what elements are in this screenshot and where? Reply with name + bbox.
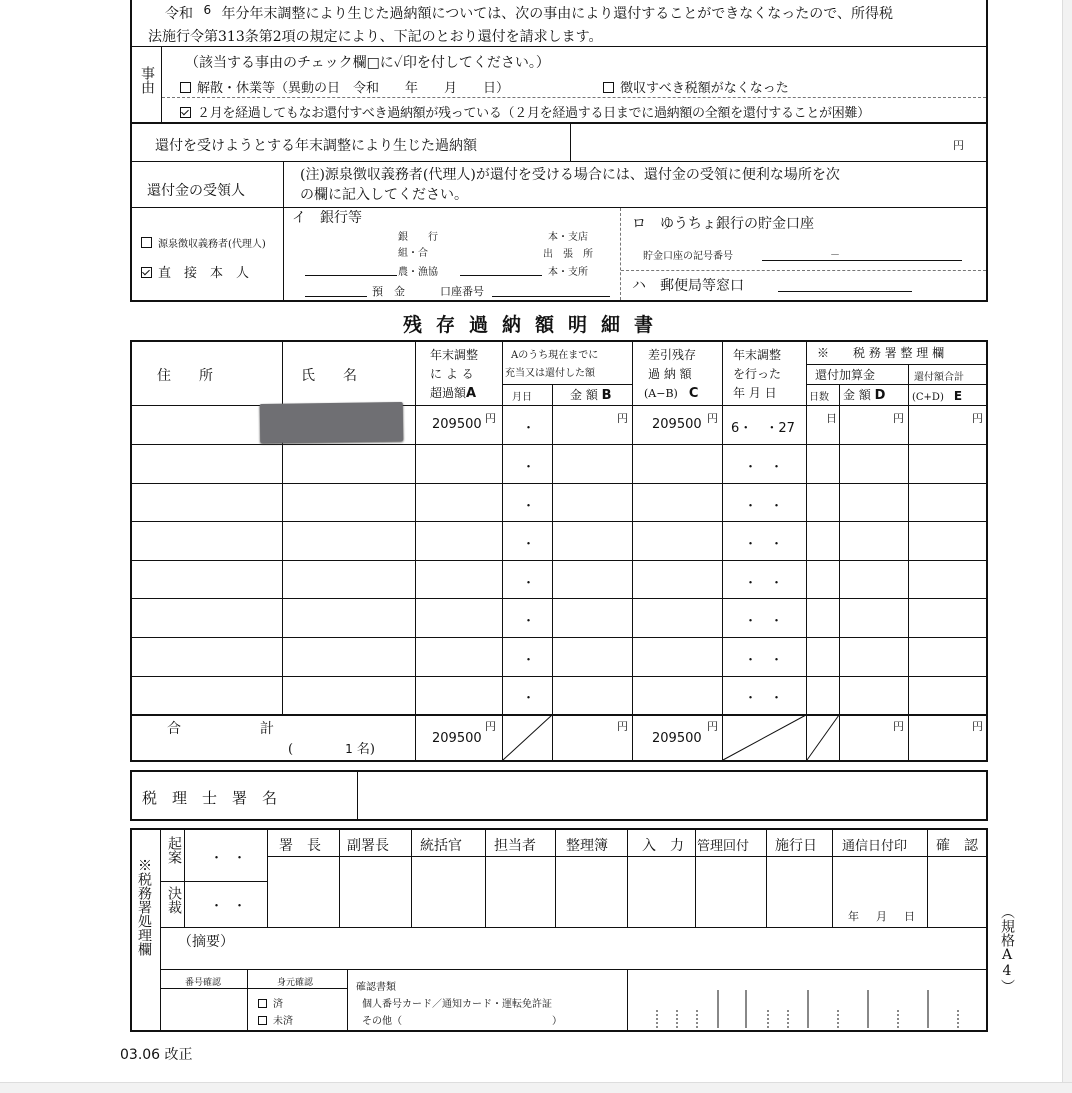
bank-word: 銀 行: [398, 232, 438, 243]
refund-amount-label: 還付を受けようとする年末調整により生じた過納額: [155, 138, 477, 154]
reason-option-dissolution[interactable]: 解散・休業等（異動の日 令和 年 月 日）: [180, 77, 509, 96]
total-b-yen: 円: [617, 720, 628, 733]
header-d: 金 額 D: [843, 388, 886, 403]
yucho-code-sep: －: [830, 250, 840, 261]
row1-d-yen: 円: [893, 412, 904, 425]
header-address: 住 所: [157, 368, 213, 384]
bank-nokyo: 農・漁協: [398, 267, 438, 278]
kian-date: ・・: [210, 851, 257, 866]
post-title: ハ 郵便局等窓口: [632, 278, 744, 294]
row1-e-yen: 円: [972, 412, 983, 425]
stamp-head-tanto: 担当者: [494, 838, 536, 854]
reiwa-year: 6: [203, 3, 212, 17]
header-name: 氏 名: [301, 368, 357, 384]
header-nentyo-line1: 年末調整: [733, 348, 782, 362]
header-month-day: 月日: [512, 392, 532, 403]
bank-deposit-label: 預 金: [372, 285, 405, 298]
row5-date-dot: ・: [522, 576, 536, 591]
page-bottom-edge: [0, 1082, 1072, 1093]
header-nentyo-line3: 年 月 日: [733, 386, 777, 400]
header-office: ※ 税 務 署 整 理 欄: [817, 346, 945, 360]
tsushin-date-label: 年 月 日: [848, 910, 918, 923]
number-check-label: 番号確認: [185, 978, 222, 988]
kessai-date: ・・: [210, 899, 257, 914]
recipient-note-line2: の欄に記入してください。: [300, 187, 468, 203]
recipient-label: 還付金の受領人: [147, 183, 245, 199]
bank-shutcho: 出 張 所: [543, 249, 593, 260]
total-label-left: 合: [167, 721, 181, 737]
kian-label: 起案: [166, 836, 182, 864]
stamp-head-kakunin: 確 認: [936, 838, 978, 854]
reason-instruction: （該当する事由のチェック欄□に✓印を付してください。）: [185, 55, 550, 71]
identity-done[interactable]: 済: [258, 995, 283, 1010]
row6-nentyo-dots: ・ ・: [744, 614, 784, 629]
detail-title: 残存過納額明細書: [403, 314, 668, 336]
total-a: 209500: [432, 731, 482, 746]
bank-honsho: 本・支所: [548, 267, 588, 278]
header-nentyo-line2: を行った: [733, 367, 782, 381]
scrollbar-track[interactable]: [1062, 0, 1072, 1092]
total-e-yen: 円: [972, 720, 983, 733]
yucho-title: ロ ゆうちょ銀行の貯金口座: [632, 216, 814, 232]
stamp-head-tokatsu: 統括官: [420, 838, 462, 854]
tax-accountant-label: 税 理 士 署 名: [142, 789, 278, 807]
row7-date-dot: ・: [522, 653, 536, 668]
row1-date-dot: ・: [522, 421, 536, 436]
documents-label: 確認書類: [356, 982, 396, 993]
header-b: 金 額 B: [570, 388, 612, 403]
total-c: 209500: [652, 731, 702, 746]
header-a-line1: 年末調整: [430, 348, 479, 362]
bank-title: イ 銀行等: [292, 210, 362, 226]
row4-nentyo-dots: ・ ・: [744, 537, 784, 552]
header-days: 日数: [809, 392, 829, 403]
bank-kumiai: 組・合: [398, 248, 428, 259]
row3-nentyo-dots: ・ ・: [744, 499, 784, 514]
row8-date-dot: ・: [522, 691, 536, 706]
stamp-head-seiribo: 整理簿: [566, 838, 608, 854]
reason-option-two-months[interactable]: ２月を経過してもなお還付すべき過納額が残っている（２月を経過する日までに過納額の全額を還付することが困難）: [180, 102, 870, 121]
summary-label: （摘要）: [178, 934, 234, 950]
row1-days-unit: 日: [826, 412, 837, 425]
recipient-option-self[interactable]: 直 接 本 人: [141, 262, 249, 281]
reason-option-no-tax[interactable]: 徴収すべき税額がなくなった: [603, 77, 789, 96]
total-label-right: 計: [260, 721, 274, 737]
header-c-line2: 過 納 額: [648, 367, 692, 381]
yucho-code-label: 貯金口座の記号番号: [643, 251, 733, 262]
header-c-line1: 差引残存: [648, 348, 697, 362]
row8-nentyo-dots: ・ ・: [744, 691, 784, 706]
row1-a: 209500: [432, 417, 482, 432]
identity-not-done[interactable]: 未済: [258, 1012, 293, 1027]
office-use-side-label: ※税務署処理欄: [136, 858, 152, 956]
refund-amount-unit: 円: [953, 139, 964, 152]
header-a-line3: 超過額A: [430, 386, 477, 401]
header-refund-add: 還付加算金: [815, 368, 876, 382]
stamp-head-sho: 署 長: [279, 838, 321, 854]
stamp-head-nyuryoku: 入 力: [642, 838, 684, 854]
row1-c: 209500: [652, 417, 702, 432]
revision-note: 03.06 改正: [120, 1047, 193, 1063]
bank-account-label: 口座番号: [440, 285, 484, 298]
total-c-yen: 円: [707, 720, 718, 733]
row4-date-dot: ・: [522, 537, 536, 552]
size-note: （規格A4）: [999, 905, 1015, 993]
row1-c-yen: 円: [707, 412, 718, 425]
identity-check-label: 身元確認: [277, 978, 314, 988]
row1-date: 6・ ・27: [731, 421, 795, 436]
request-intro-line1: 令和 6 年分年末調整により生じた過納額については、次の事由により還付することができなくなったので、所得税: [165, 3, 893, 22]
header-a-line2: に よ る: [430, 367, 474, 381]
total-a-yen: 円: [485, 720, 496, 733]
row1-b-yen: 円: [617, 412, 628, 425]
recipient-option-agent[interactable]: 源泉徴収義務者(代理人): [141, 235, 266, 250]
row2-nentyo-dots: ・ ・: [744, 460, 784, 475]
row3-date-dot: ・: [522, 499, 536, 514]
documents-other: その他（ ）: [362, 1016, 562, 1027]
total-d-yen: 円: [893, 720, 904, 733]
row6-date-dot: ・: [522, 614, 536, 629]
stamp-head-tsushin: 通信日付印: [842, 839, 908, 854]
bank-honten: 本・支店: [548, 232, 588, 243]
row7-nentyo-dots: ・ ・: [744, 653, 784, 668]
header-e: (C+D) E: [912, 389, 963, 403]
request-intro-line2: 法施行令第313条第2項の規定により、下記のとおり還付を請求します。: [148, 29, 603, 45]
stamp-head-fuku: 副署長: [347, 838, 389, 854]
header-refund-total: 還付額合計: [914, 372, 964, 383]
header-ab-sub: 充当又は還付した額: [505, 368, 595, 379]
header-ab-top: Aのうち現在までに: [511, 350, 599, 361]
total-count: ( 1 名): [288, 742, 375, 757]
stamp-head-kanri: 管理回付: [697, 839, 750, 854]
documents-list: 個人番号カード／通知カード・運転免許証: [362, 999, 552, 1010]
stamp-head-shiko: 施行日: [775, 838, 817, 854]
reason-label: 事由: [139, 66, 155, 94]
recipient-note-line1: (注)源泉徴収義務者(代理人)が還付を受ける場合には、還付金の受領に便利な場所を次: [300, 167, 840, 183]
kessai-label: 決裁: [166, 886, 182, 914]
row2-date-dot: ・: [522, 460, 536, 475]
row5-nentyo-dots: ・ ・: [744, 576, 784, 591]
header-c-line3: (A−B) C: [644, 386, 699, 401]
row1-a-yen: 円: [485, 412, 496, 425]
